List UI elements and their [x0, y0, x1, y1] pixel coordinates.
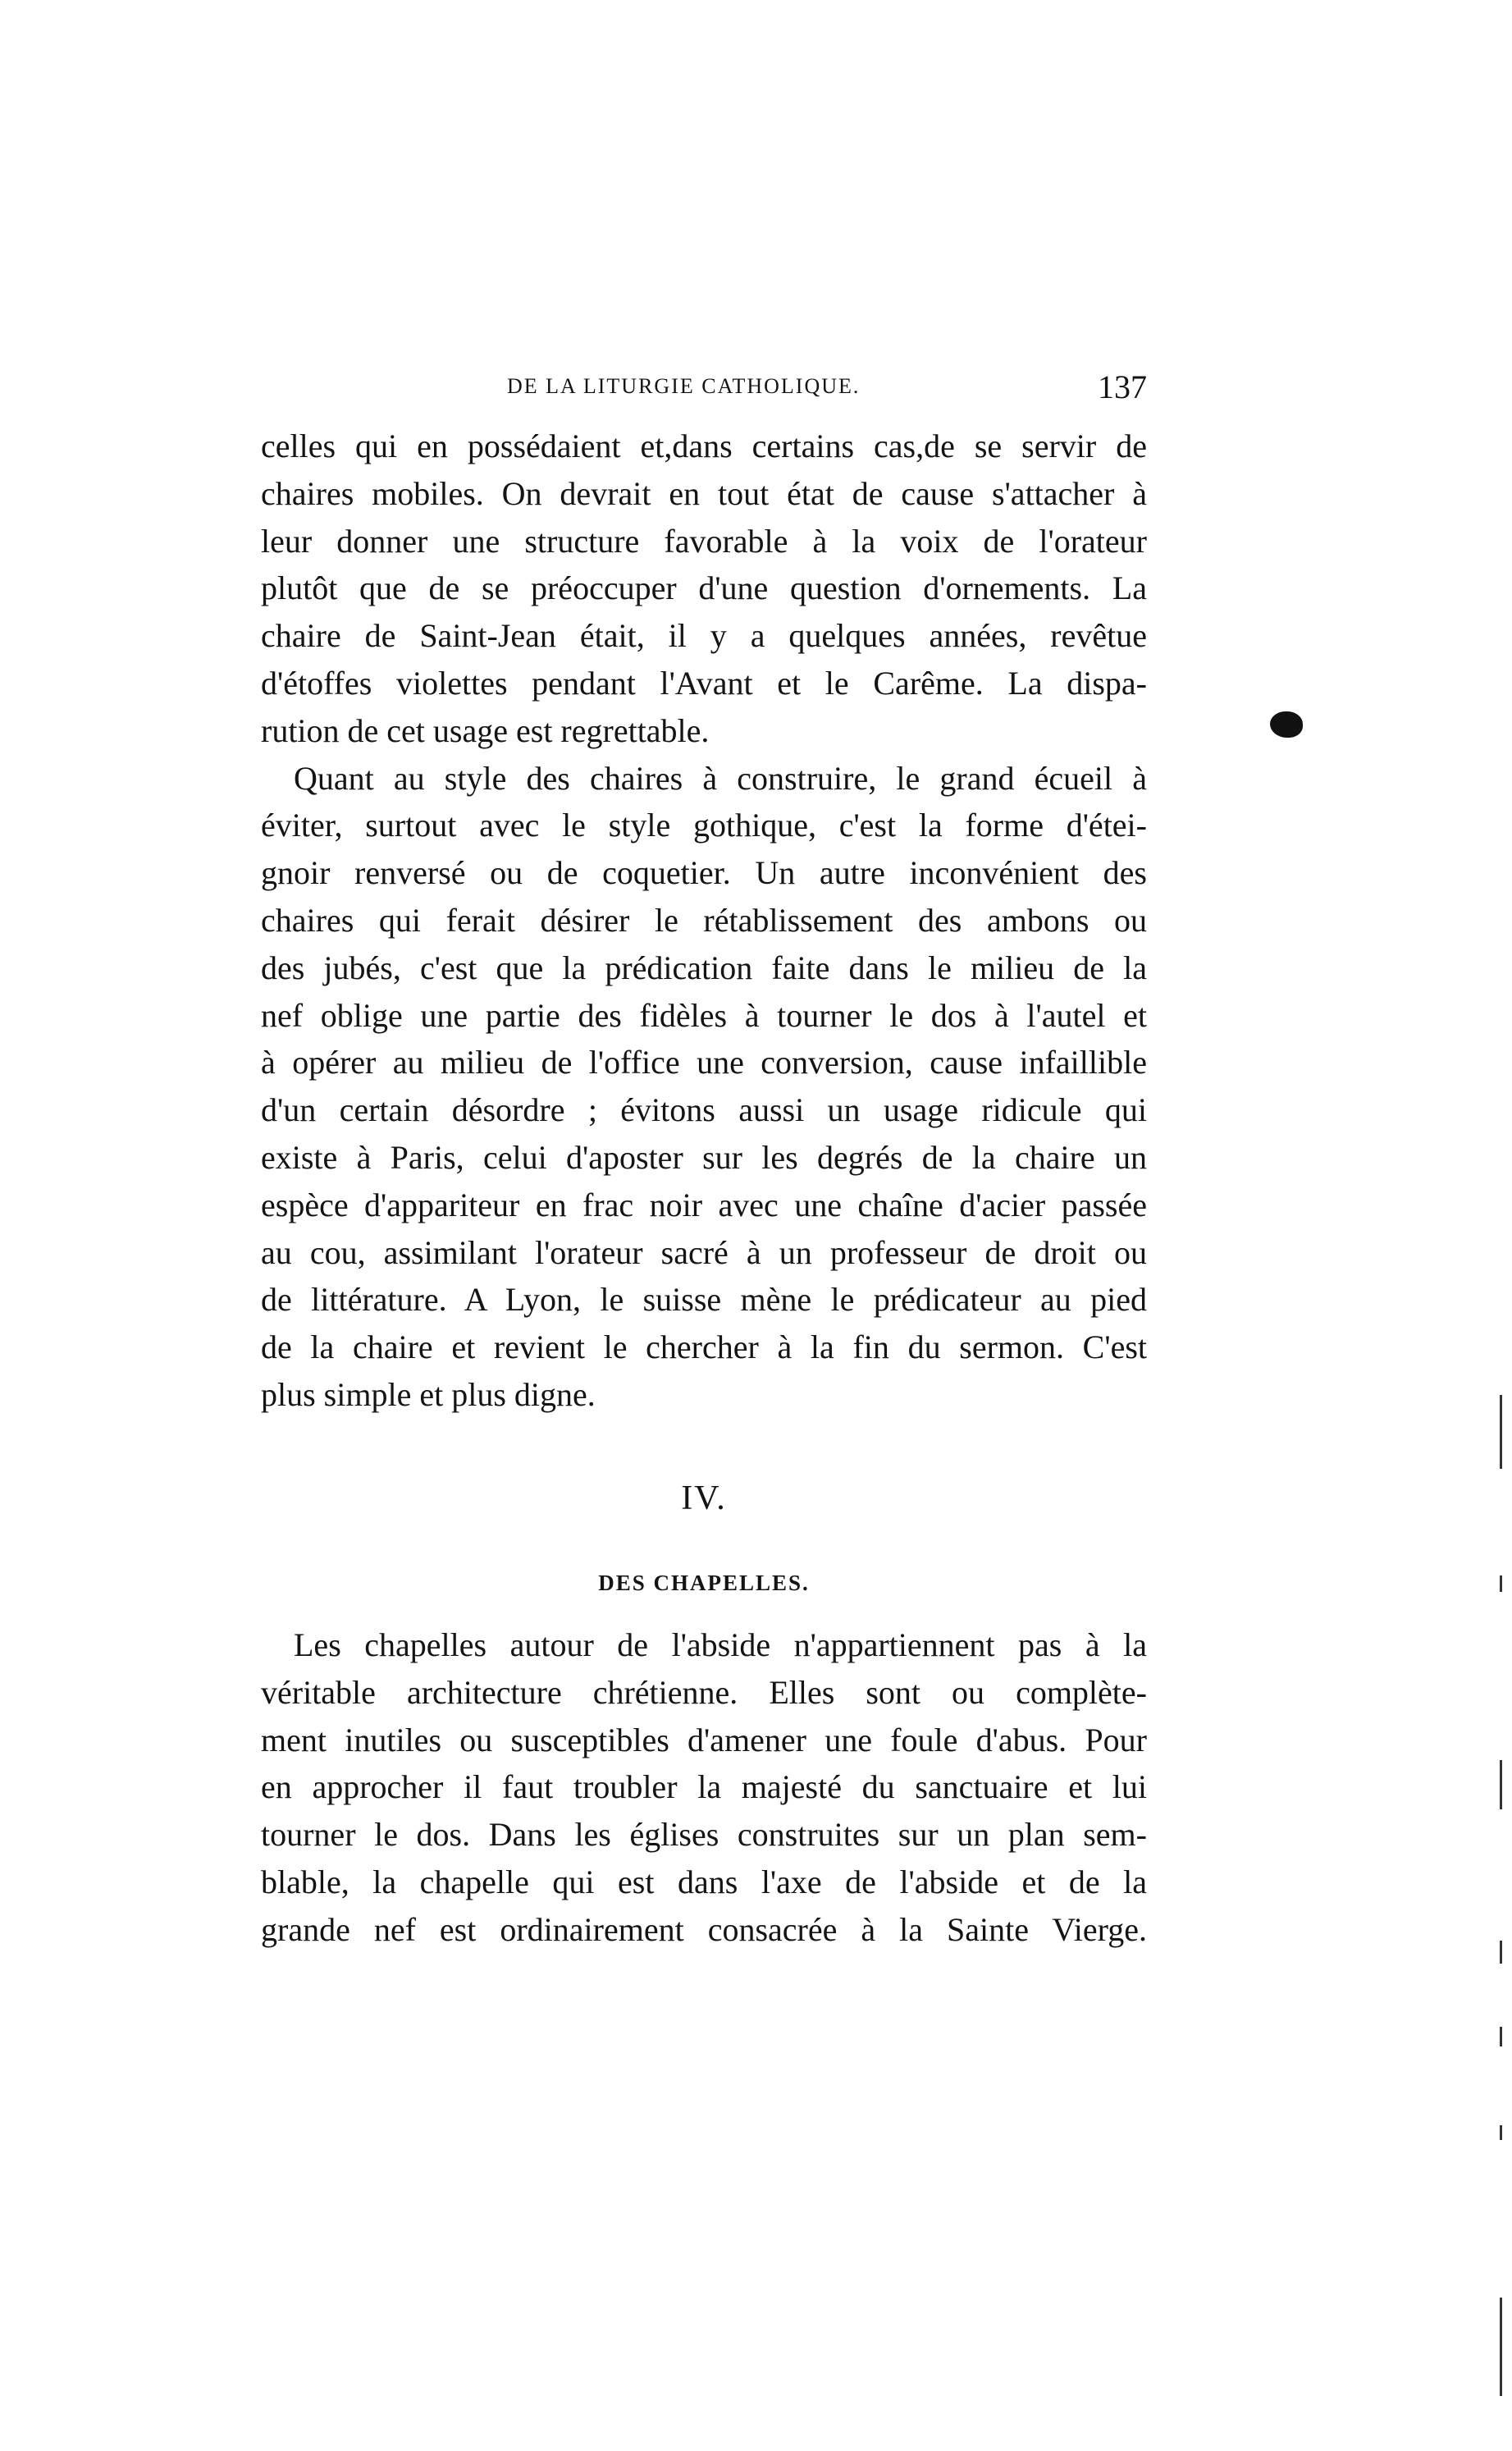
scan-edge-mark [1500, 2027, 1502, 2046]
text-line: grande nef est ordinairement consacrée à la Sainte Vierge. [261, 1910, 1147, 1948]
ink-blot [1270, 711, 1303, 738]
paragraph-block-2 [261, 1621, 1147, 1954]
page-number: 137 [1098, 368, 1147, 405]
text-line: chaires qui ferait désirer le rétablissement des ambons ou [261, 901, 1147, 939]
text-line: d'un certain désordre ; évitons aussi un usage ridicule qui [261, 1091, 1147, 1129]
running-head [261, 368, 1147, 409]
paragraph-block-1 [261, 423, 1147, 1419]
text-line: des jubés, c'est que la prédication faite dans le milieu de la [261, 949, 1147, 986]
text-line: de la chaire et revient le chercher à la fin du sermon. C'est [261, 1328, 1147, 1366]
text-line: plus simple et plus digne. [261, 1375, 596, 1413]
text-line: leur donner une structure favorable à la voix de l'orateur [261, 522, 1147, 560]
text-line: gnoir renversé ou de coquetier. Un autre inconvénient des [261, 854, 1147, 892]
text-line: tourner le dos. Dans les églises construites sur un plan sem- [261, 1816, 1147, 1854]
text-line: Quant au style des chaires à construire, le grand écueil à [294, 759, 1147, 797]
text-line: espèce d'appariteur en frac noir avec une chaîne d'acier passée [261, 1186, 1147, 1223]
text-line: de littérature. A Lyon, le suisse mène le prédicateur au pied [261, 1281, 1147, 1319]
text-line: en approcher il faut troubler la majesté du sanctuaire et lui [261, 1768, 1147, 1806]
text-line: nef oblige une partie des fidèles à tourner le dos à l'autel et [261, 996, 1147, 1034]
scan-edge-mark [1500, 2298, 1502, 2396]
text-line: d'étoffes violettes pendant l'Avant et le Carême. La dispa- [261, 664, 1147, 702]
text-line: blable, la chapelle qui est dans l'axe de l'abside et de la [261, 1863, 1147, 1900]
text-line: au cou, assimilant l'orateur sacré à un professeur de droit ou [261, 1233, 1147, 1271]
scan-edge-mark [1500, 1575, 1502, 1592]
scan-edge-mark [1500, 2125, 1502, 2140]
scan-edge-mark [1500, 1395, 1502, 1469]
scan-edge-mark [1500, 1760, 1502, 1809]
text-line: existe à Paris, celui d'aposter sur les degrés de la chaire un [261, 1138, 1147, 1176]
text-line: celles qui en possédaient et,dans certains cas,de se servir de [261, 428, 1147, 464]
text-line: véritable architecture chrétienne. Elles sont ou complète- [261, 1673, 1147, 1711]
scan-edge-mark [1500, 1941, 1502, 1964]
text-line: à opérer au milieu de l'office une conversion, cause infaillible [261, 1044, 1147, 1081]
text-line: chaires mobiles. On devrait en tout état de cause s'attacher à [261, 474, 1147, 512]
section-title: DES CHAPELLES. [598, 1571, 810, 1595]
text-line: ment inutiles ou susceptibles d'amener une foule d'abus. Pour [261, 1721, 1147, 1758]
text-line: rution de cet usage est regrettable. [261, 711, 710, 749]
running-title: DE LA LITURGIE CATHOLIQUE. [507, 374, 861, 398]
section-number: IV. [681, 1479, 727, 1517]
text-line: plutôt que de se préoccuper d'une question d'ornements. La [261, 569, 1147, 607]
text-line: chaire de Saint-Jean était, il y a quelques années, revêtue [261, 617, 1147, 655]
text-line: Les chapelles autour de l'abside n'appartiennent pas à la [294, 1626, 1147, 1663]
text-line: éviter, surtout avec le style gothique, c'est la forme d'étei- [261, 807, 1147, 844]
